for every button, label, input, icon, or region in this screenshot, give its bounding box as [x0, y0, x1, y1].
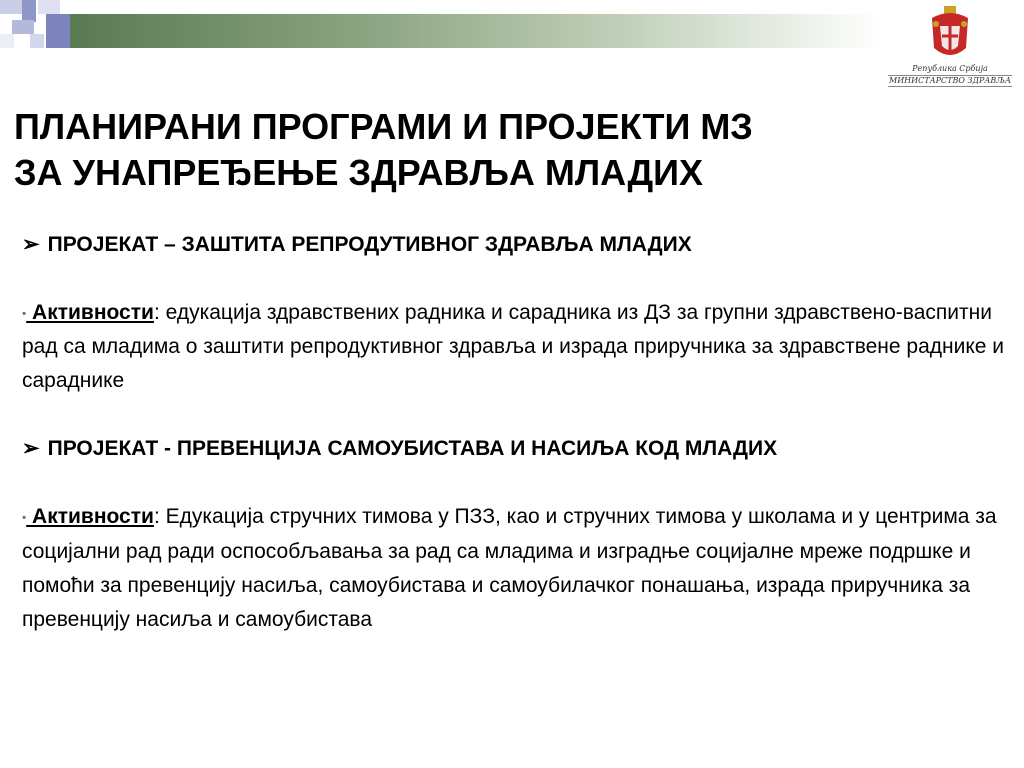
banner-gradient-bar — [70, 14, 880, 48]
activities-colon: : — [153, 505, 160, 529]
project-heading-text: ПРОЈЕКАТ - ПРЕВЕНЦИЈА САМОУБИСТАВА И НАСИЉА КОД МЛАДИХ — [47, 437, 778, 461]
arrow-bullet-icon: ➢ — [22, 437, 40, 461]
decor-square — [0, 34, 14, 48]
arrow-bullet-icon: ➢ — [22, 233, 40, 256]
slide-content — [22, 228, 1012, 637]
project-heading — [22, 228, 1012, 262]
activities-label: Активности — [26, 505, 154, 529]
decor-square — [38, 0, 60, 14]
activities-text: Едукација стручних тимова у ПЗЗ, као и стручних тимова у школама и у центрима за социјални рад ради оспособљавања за рад са младима и изградње социјалне мреже подршке и помоћи за превенцију насиља, самоубистава и самоубилачког понашања, израда приручника за превенцију насиља и самоубистава — [22, 505, 997, 631]
coat-of-arms-icon — [928, 4, 972, 64]
logo-text-republic: Република Србија — [912, 64, 988, 73]
header-banner — [0, 0, 880, 48]
activities-paragraph — [22, 500, 1012, 636]
title-line-2: ЗА УНАПРЕЂЕЊЕ ЗДРАВЉА МЛАДИХ — [14, 152, 704, 193]
slide-title — [14, 104, 1004, 196]
project-heading — [22, 432, 1012, 466]
bullet-dot-icon: • — [22, 510, 27, 525]
spacer — [22, 398, 1012, 432]
decor-square — [46, 14, 70, 48]
spacer — [22, 466, 1012, 500]
activities-colon: : — [153, 301, 160, 324]
activities-text: едукација здравствених радника и сарадника из ДЗ за групни здравствено-васпитни рад са младима о заштити репродуктивног здравља и израда приручника за здравствене раднике и сараднике — [22, 301, 1005, 393]
logo-text-ministry: МИНИСТАРСТВО ЗДРАВЉА — [889, 76, 1011, 85]
ministry-logo — [880, 2, 1020, 94]
decor-square — [30, 34, 44, 48]
title-line-1: ПЛАНИРАНИ ПРОГРАМИ И ПРОЈЕКТИ МЗ — [14, 106, 753, 147]
project-heading-text: ПРОЈЕКАТ – ЗАШТИТА РЕПРОДУТИВНОГ ЗДРАВЉА МЛАДИХ — [47, 233, 692, 256]
decor-square — [0, 0, 22, 14]
spacer — [22, 262, 1012, 296]
bullet-dot-icon: • — [22, 306, 27, 321]
decor-square — [12, 20, 34, 34]
decor-square — [22, 0, 36, 22]
activities-paragraph — [22, 296, 1012, 398]
activities-label: Активности — [26, 301, 154, 324]
